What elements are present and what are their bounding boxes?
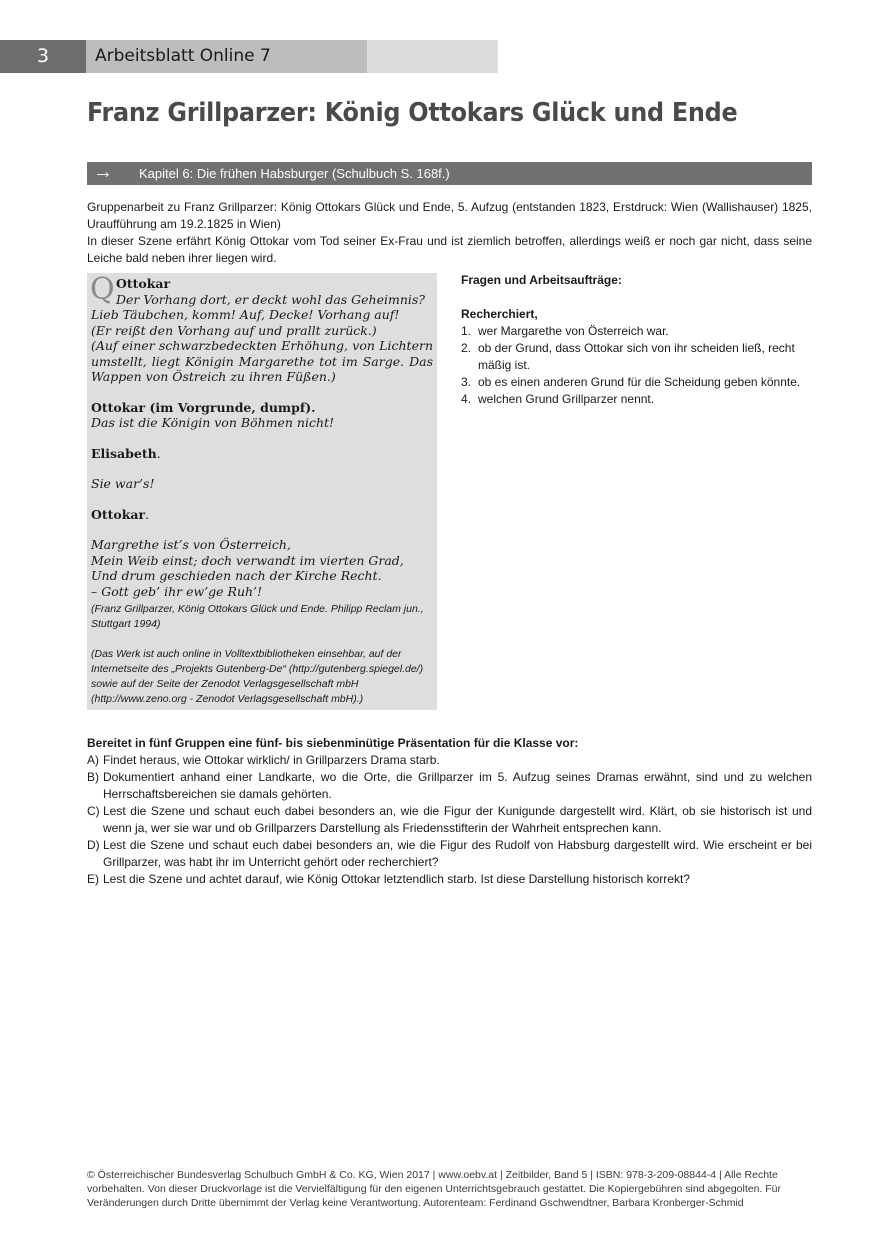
questions-panel (461, 272, 812, 408)
verse-line: Das ist die Königin von Böhmen nicht! (91, 415, 335, 430)
header-bar (0, 40, 498, 73)
source-quote-box (87, 273, 437, 710)
list-item: C) Lest die Szene und schaut euch dabei besonders an, wie die Figur der Kunigunde dargestellt wird. Klärt, ob sie historisch ist und wenn ja, wer sie war und ob Grillparzers Darstellung als Friedensstifterin der Wahrheit entsprechen kann. (87, 804, 812, 835)
list-item: 4. welchen Grund Grillparzer nennt. (461, 392, 655, 406)
list-item: D) Lest die Szene und schaut euch dabei besonders an, wie die Figur des Rudolf von Habsburg dargestellt wird. Wie erscheint er bei Grillparzer, was habt ihr im Unterricht gehört oder recherchiert? (87, 838, 812, 869)
speaker-ottokar: Ottokar (116, 276, 171, 291)
chapter-label: Kapitel 6: Die frühen Habsburger (Schulbuch S. 168f.) (139, 166, 450, 181)
speaker-ottokar: Ottokar (91, 506, 146, 522)
questions-subheading: Recherchiert, (461, 307, 538, 321)
questions-list (461, 323, 812, 408)
verse-line: Der Vorhang dort, er deckt wohl das Geheimnis? (116, 291, 426, 307)
stage-direction: (Auf einer schwarzbedeckten Erhöhung, von Lichtern umstellt, liegt Königin Margarethe tot im Sarge. Das Wappen von Östreich zu ihren Füßen.) (91, 338, 433, 384)
verse-line: Margrethe ist’s von Österreich, (91, 537, 291, 552)
list-item: 1. wer Margarethe von Österreich war. (461, 324, 669, 338)
verse-line: Lieb Täubchen, komm! Auf, Decke! Vorhang auf! (91, 307, 400, 322)
verse-line: – Gott geb’ ihr ew’ge Ruh’! (91, 583, 263, 599)
copyright-footer (87, 1168, 812, 1210)
speaker-dot: . (156, 445, 161, 461)
arrow-right-icon: → (93, 161, 113, 183)
source-citation: (Franz Grillparzer, König Ottokars Glück und Ende. Philipp Reclam jun., Stuttgart 1994) (91, 603, 424, 630)
list-item: 2. ob der Grund, dass Ottokar sich von ihr scheiden ließ, recht mäßig ist. (461, 341, 795, 372)
intro-text (87, 199, 812, 267)
verse-line: Und drum geschieden nach der Kirche Recht. (91, 568, 382, 583)
list-item: A) Findet heraus, wie Ottokar wirklich/ in Grillparzers Drama starb. (87, 753, 440, 767)
footer-line: vorbehalten. Von dieser Druckvorlage ist die Vervielfältigung für den eigenen Unterrichtsgebrauch gestattet. Die Kopiergebühren sind abgegolten. Für (87, 1183, 782, 1195)
online-source-note: (Das Werk ist auch online in Volltextbibliotheken einsehbar, auf der Internetseite des „Projekts Gutenberg-De“ (http://gutenberg.spiegel.de/) sowie auf der Seite der Zenodot Verlagsgesellschaft mbH (http://www.zeno.org - Zenodot Verlagsgesellschaft mbH).) (91, 648, 424, 705)
speaker-dot: . (145, 506, 150, 522)
verse-line: Sie war’s! (91, 476, 155, 491)
footer-line: © Österreichischer Bundesverlag Schulbuch GmbH & Co. KG, Wien 2017 | www.oebv.at | Zeitbilder, Band 5 | ISBN: 978-3-209-08844-4 | Alle Rechte (87, 1169, 778, 1181)
questions-heading: Fragen und Arbeitsaufträge: (461, 273, 622, 287)
stage-direction: (Er reißt den Vorhang auf und prallt zurück.) (91, 322, 377, 338)
worksheet-title: Arbeitsblatt Online 7 (86, 40, 367, 73)
group-tasks (87, 735, 812, 888)
chapter-banner (87, 162, 812, 185)
list-item: E) Lest die Szene und achtet darauf, wie König Ottokar letztendlich starb. Ist diese Darstellung historisch korrekt? (87, 872, 690, 886)
page-title: Franz Grillparzer: König Ottokars Glück und Ende (87, 98, 738, 128)
intro-paragraph-1: Gruppenarbeit zu Franz Grillparzer: König Ottokars Glück und Ende, 5. Aufzug (entstanden 1823, Erstdruck: Wien (Wallishauser) 1825, Uraufführung am 19.2.1825 in Wien) (87, 200, 812, 231)
footer-line: Veränderungen durch Dritte übernimmt der Verlag keine Verantwortung. Autorenteam: Ferdinand Gschwendtner, Barbara Kronberger-Schmid (87, 1197, 744, 1209)
speaker-ottokar-dumpf: Ottokar (im Vorgrunde, dumpf). (91, 399, 316, 415)
tasks-heading: Bereitet in fünf Gruppen eine fünf- bis siebenminütige Präsentation für die Klasse vor: (87, 736, 579, 750)
verse-line: Mein Weib einst; doch verwandt im vierten Grad, (91, 552, 404, 568)
quote-icon: Q (90, 272, 115, 307)
header-bar-extension (367, 40, 498, 73)
intro-paragraph-2: In dieser Szene erfährt König Ottokar vom Tod seiner Ex-Frau und ist ziemlich betroffen, allerdings weiß er noch gar nicht, dass seine Leiche bald neben ihrer liegen wird. (87, 234, 812, 265)
page-number: 3 (0, 40, 86, 73)
list-item: B) Dokumentiert anhand einer Landkarte, wo die Orte, die Grillparzer im 5. Aufzug seines Dramas erwähnt, sind und zu welchen Herrschaftsbereichen sie damals gehörten. (87, 770, 812, 801)
list-item: 3. ob es einen anderen Grund für die Scheidung geben könnte. (461, 375, 801, 389)
speaker-elisabeth: Elisabeth (91, 445, 157, 461)
